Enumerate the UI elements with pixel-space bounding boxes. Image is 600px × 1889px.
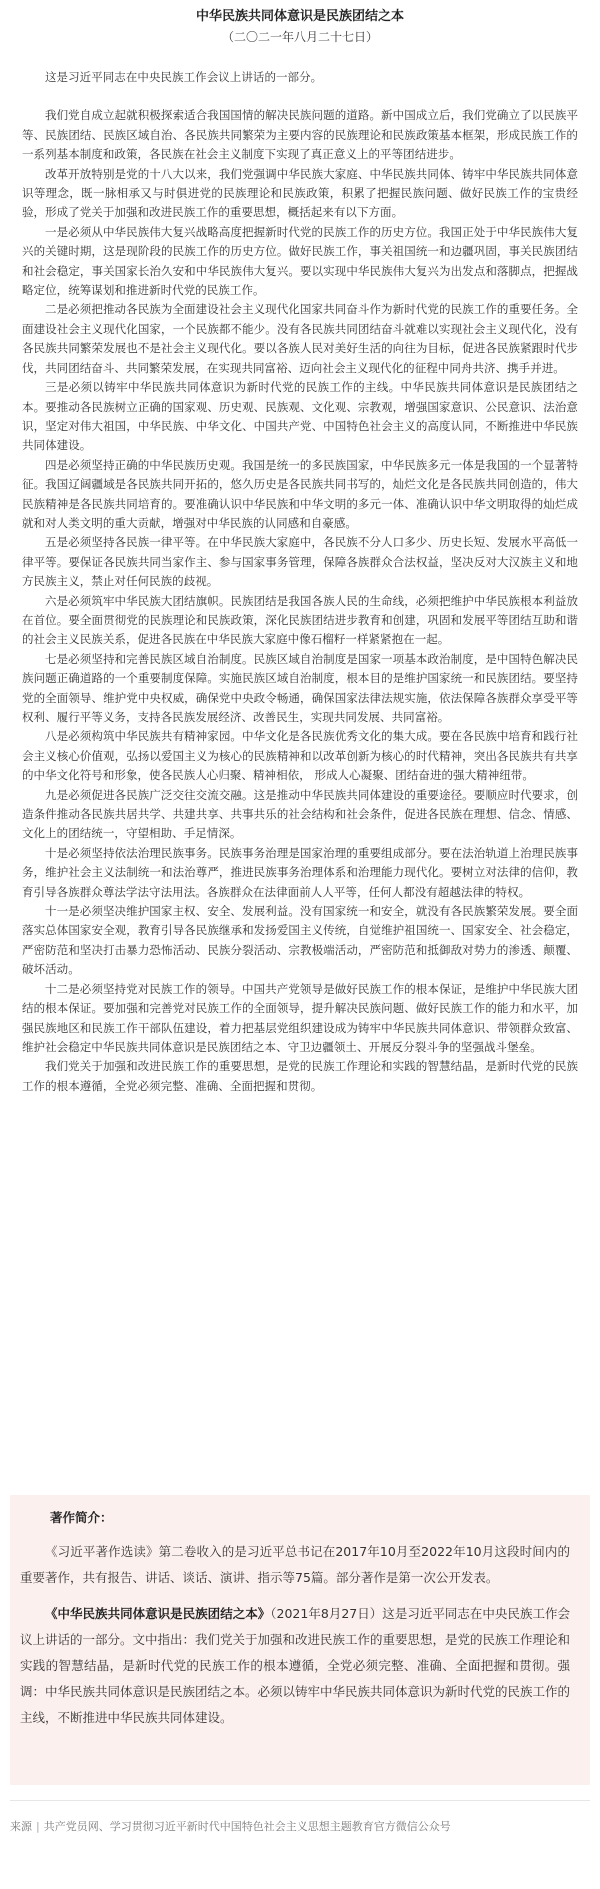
paragraph-point-8: 八是必须构筑中华民族共有精神家园。中华文化是各民族优秀文化的集大成。要在各民族中培育和践行社会主义核心价值观，弘扬以爱国主义为核心的民族精神和以改革创新为核心的时代精神，突出各民族共有共享的中华文化符号和形象，使各民族人心归聚、精神相依， 形成人心凝聚、团结奋进的强大精神纽带。: [22, 729, 578, 783]
paragraph: 我们党自成立起就积极探索适合我国国情的解决民族问题的道路。新中国成立后，我们党确立了以民族平等、民族团结、民族区域自治、各民族共同繁荣为主要内容的民族理论和民族政策基本框架，形成民族工作的一系列基本制度和政策，各民族在社会主义制度下实现了真正意义上的平等团结进步。: [22, 108, 578, 162]
work-intro-content: [20, 1507, 570, 1731]
work-intro-paragraph: [20, 1601, 570, 1731]
paragraph-point-9: 九是必须促进各民族广泛交往交流交融。这是推动中华民族共同体建设的重要途径。要顺应时代要求，创造条件推动各民族共居共学、共建共享、共事共乐的社会结构和社会条件，促进各民族在理想、信念、情感、文化上的团结统一，守望相助、手足情深。: [22, 787, 578, 841]
work-intro-box: [10, 1495, 590, 1785]
work-title-bold: 《中华民族共同体意识是民族团结之本》: [45, 1606, 271, 1621]
paragraph-point-7: 七是必须坚持和完善民族区域自治制度。民族区域自治制度是国家一项基本政治制度，是中国特色解决民族问题正确道路的一个重要制度保障。实施民族区域自治制度，根本目的是维护国家统一和民族团结。要坚持党的全面领导、维护党中央权威，确保党中央政令畅通，确保国家法律法规实施，依法保障各族群众享受平等权利、履行平等义务，支持各民族发展经济、改善民生，实现共同发展、共同富裕。: [22, 651, 578, 724]
source-text: 共产党员网、学习贯彻习近平新时代中国特色社会主义思想主题教育官方微信公众号: [43, 1820, 451, 1833]
footer-divider: [10, 1800, 590, 1801]
work-intro-heading: 著作简介：: [50, 1510, 113, 1525]
work-intro-paragraph: 《习近平著作选读》第二卷收入的是习近平总书记在2017年10月至2022年10月这段时间内的重要著作，共有报告、讲话、谈话、演讲、指示等75篇。部分著作是第一次公开发表。: [20, 1544, 570, 1585]
paragraph-point-10: 十是必须坚持依法治理民族事务。民族事务治理是国家治理的重要组成部分。要在法治轨道上治理民族事务，维护社会主义法制统一和法治尊严，推进民族事务治理体系和治理能力现代化。要树立对法律的信仰，教育引导各族群众尊法学法守法用法。各族群众在法律面前人人平等，任何人都没有超越法律的特权。: [22, 845, 578, 899]
article-date: （二〇二一年八月二十七日）: [221, 30, 378, 44]
paragraph-point-1: 一是必须从中华民族伟大复兴战略高度把握新时代党的民族工作的历史方位。我国正处于中华民族伟大复兴的关键时期，这是现阶段的民族工作的历史方位。做好民族工作，事关祖国统一和边疆巩固，事关民族团结和社会稳定，事关国家长治久安和中华民族伟大复兴。要以实现中华民族伟大复兴为出发点和落脚点，把握战略定位，统筹谋划和推进新时代党的民族工作。: [22, 224, 578, 298]
source-line: [10, 1818, 590, 1836]
article-title: 中华民族共同体意识是民族团结之本: [195, 9, 404, 24]
work-intro-text: （2021年8月27日）这是习近平同志在中央民族工作会议上讲话的一部分。文中指出：我们党关于加强和改进民族工作的重要思想，是党的民族工作理论和实践的智慧结晶，是新时代党的民族工作的根本遵循，全党必须完整、准确、全面把握和贯彻。强调：中华民族共同体意识是民族团结之本。必须以铸牢中华民族共同体意识为新时代党的民族工作的主线，不断推进中华民族共同体建设。: [20, 1606, 571, 1725]
source-separator: |: [36, 1820, 40, 1833]
paragraph-point-6: 六是必须筑牢中华民族大团结旗帜。民族团结是我国各族人民的生命线，必须把维护中华民族根本利益放在首位。要全面贯彻党的民族理论和民族政策，深化民族团结进步教育和创建，巩固和发展平等团结互助和谐的社会主义民族关系，促进各民族在中华民族大家庭中像石榴籽一样紧紧抱在一起。: [22, 593, 578, 647]
article-body: [22, 68, 578, 1096]
paragraph: 改革开放特别是党的十八大以来，我们党强调中华民族大家庭、中华民族共同体、铸牢中华民族共同体意识等理念，既一脉相承又与时俱进党的民族理论和民族政策，积累了把握民族问题、做好民族工作的宝贵经验，形成了党关于加强和改进民族工作的重要思想，概括起来有以下方面。: [22, 166, 578, 220]
paragraph-point-12: 十二是必须坚持党对民族工作的领导。中国共产党领导是做好民族工作的根本保证，是维护中华民族大团结的根本保证。要加强和完善党对民族工作的全面领导，提升解决民族问题、做好民族工作的能力和水平，加强民族地区和民族工作干部队伍建设，着力把基层党组织建设成为铸牢中华民族共同体意识、带领群众致富、维护社会稳定中华民族共同体意识是民族团结之本、守卫边疆领土、开展反分裂斗争的坚强战斗堡垒。: [22, 981, 578, 1054]
paragraph-point-2: 二是必须把推动各民族为全面建设社会主义现代化国家共同奋斗作为新时代党的民族工作的重要任务。全面建设社会主义现代化国家，一个民族都不能少。没有各民族共同团结奋斗就难以实现社会主义现代化，没有各民族共同繁荣发展也不是社会主义现代化。要以各族人民对美好生活的向往为目标，促进各民族紧跟时代步伐，共同团结奋斗、共同繁荣发展，在实现共同富裕、迈向社会主义现代化的征程中同舟共济、携手并进。: [22, 302, 578, 375]
paragraph-point-4: 四是必须坚持正确的中华民族历史观。我国是统一的多民族国家，中华民族多元一体是我国的一个显著特征。我国辽阔疆域是各民族共同开拓的，悠久历史是各民族共同书写的，灿烂文化是各民族共同创造的，伟大民族精神是各民族共同培育的。要准确认识中华民族和中华文明的多元一体、准确认识中华文明取得的灿烂成就和对人类文明的重大贡献，增强对中华民族的认同感和自豪感。: [22, 457, 578, 530]
paragraph-point-11: 十一是必须坚决维护国家主权、安全、发展利益。没有国家统一和安全，就没有各民族繁荣发展。要全面落实总体国家安全观，教育引导各民族继承和发扬爱国主义传统，自觉维护祖国统一、国家安全、社会稳定，严密防范和坚决打击暴力恐怖活动、民族分裂活动、宗教极端活动，严密防范和抵御敌对势力的渗透、颠覆、破坏活动。: [22, 904, 578, 977]
paragraph-point-3: 三是必须以铸牢中华民族共同体意识为新时代党的民族工作的主线。中华民族共同体意识是民族团结之本。要推动各民族树立正确的国家观、历史观、民族观、文化观、宗教观，增强国家意识、公民意识、法治意识，坚定对伟大祖国，中华民族、中华文化、中国共产党、中国特色社会主义的高度认同，不断推进中华民族共同体建设。: [22, 380, 578, 453]
source-label: 来源: [10, 1820, 32, 1833]
paragraph-intro: 这是习近平同志在中央民族工作会议上讲话的一部分。: [45, 70, 323, 84]
paragraph-conclusion: 我们党关于加强和改进民族工作的重要思想，是党的民族工作理论和实践的智慧结晶，是新时代党的民族工作的根本遵循，全党必须完整、准确、全面把握和贯彻。: [22, 1059, 578, 1093]
paragraph-point-5: 五是必须坚持各民族一律平等。在中华民族大家庭中，各民族不分人口多少、历史长短、发展水平高低一律平等。要保证各民族共同当家作主、参与国家事务管理，保障各族群众合法权益，坚决反对大汉族主义和地方民族主义，禁止对任何民族的歧视。: [22, 535, 578, 589]
article: [22, 8, 578, 1096]
